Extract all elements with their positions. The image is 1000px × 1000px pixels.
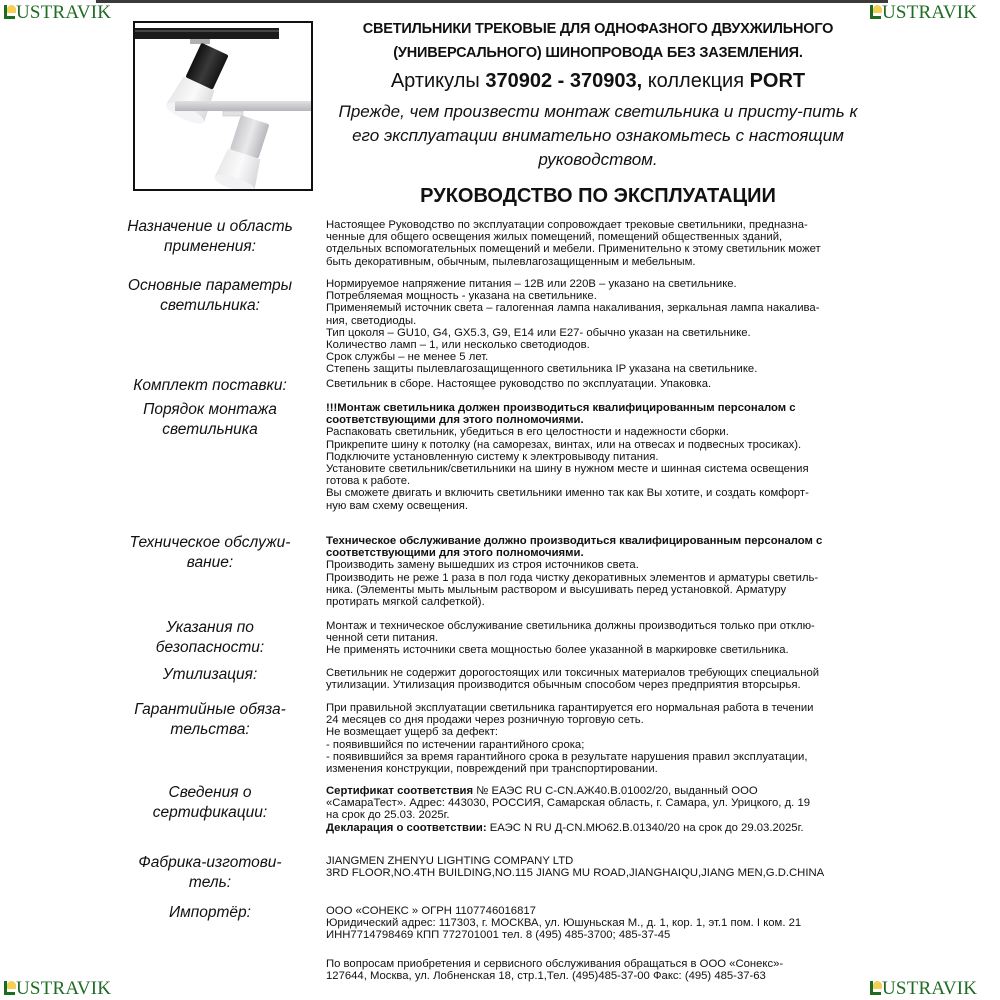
logo-bottom-left: [3, 978, 111, 1000]
text-line: ния, светодиоды.: [326, 314, 417, 327]
text-line: Степень защиты пылевлагозащищенного светильника IP указана на светильнике.: [326, 363, 758, 376]
text-line: отдельных вспомогательных помещений и мебели. Применительно к этому светильник может: [326, 243, 821, 256]
logo-text: USTRAVIK: [16, 2, 112, 23]
intro-note: Прежде, чем произвести монтаж светильника и присту-пить к его эксплуатации внимательно ознакомьтесь с настоящим руководством.: [338, 102, 858, 169]
title-line-2: (УНИВЕРСАЛЬНОГО) ШИНОПРОВОДА БЕЗ ЗАЗЕМЛЕНИЯ.: [393, 45, 803, 61]
text-line: Потребляемая мощность - указана на светильнике.: [326, 290, 597, 303]
track-light-illustration: [135, 23, 311, 189]
text-line: Настоящее Руководство по эксплуатации сопровождает трековые светильники, предназна-: [326, 219, 808, 231]
text-line: ника. (Элементы мыть мыльным раствором и высушивать перед установкой. Арматуру: [326, 583, 787, 596]
section-content: [326, 278, 866, 376]
section-content: [326, 535, 866, 608]
text-line: ИНН7714798469 КПП 772701001 тел. 8 (495) 485-3700; 485-37-45: [326, 929, 671, 942]
text-line: Подключите установленную систему к электровыводу питания.: [326, 450, 659, 463]
section-label: Порядок монтажа светильника: [143, 401, 277, 438]
collection-prefix: коллекция: [642, 70, 750, 92]
text-line: Установите светильник/светильники на шину в нужном месте и шинная система освещения: [326, 463, 809, 476]
text-line: Прикрепите шину к потолку (на саморезах, винтах, или на отвесах и подвесных тросиках).: [326, 438, 802, 451]
text-line: Вы сможете двигать и включить светильники именно так как Вы хотите, и создать комфорт-: [326, 487, 809, 500]
logo-top-right: [869, 2, 977, 24]
section-label: Техническое обслужи-вание:: [129, 534, 291, 571]
text-line: 3RD FLOOR,NO.4TH BUILDING,NO.115 JIANG MU ROAD,JIANGHAIQU,JIANG MEN,G.D.CHINA: [326, 867, 825, 880]
lamp-icon: [869, 980, 882, 995]
section-label: Основные параметры светильника:: [127, 277, 293, 314]
certificate-heading: Сертификат соответствия: [326, 785, 474, 797]
title-line-1: СВЕТИЛЬНИКИ ТРЕКОВЫЕ ДЛЯ ОДНОФАЗНОГО ДВУХЖИЛЬНОГО: [362, 21, 834, 37]
text-line: При правильной эксплуатации светильника гарантируется его нормальная работа в течении: [326, 702, 814, 714]
text-line: ООО «СОНЕКС » ОГРН 1107746016817: [326, 905, 536, 917]
declaration-heading: Декларация о соответствии:: [326, 821, 487, 834]
text-line: Нормируемое напряжение питания – 12В или 220В – указано на светильнике.: [326, 278, 737, 290]
text-line: 127644, Москва, ул. Лобненская 18, стр.1,Тел. (495)485-37-00 Факс: (495) 485-37-63: [326, 969, 766, 982]
section-label: Утилизация:: [162, 666, 258, 683]
section-content: [326, 855, 866, 879]
section-label: Комплект поставки:: [133, 377, 287, 394]
section-label: Назначение и область применения:: [127, 218, 293, 255]
section-label: Указания по безопасности:: [155, 619, 265, 656]
text-line: Не возмещает ущерб за дефект:: [326, 726, 499, 739]
text-line: Количество ламп – 1, или несколько светодиодов.: [326, 339, 590, 352]
article-numbers: 370902 - 370903,: [485, 70, 643, 92]
text-line: изменения конструкции, повреждений при транспортировании.: [326, 763, 658, 776]
text-line: утилизации. Утилизация производится обычным способом через предприятия вторсырья.: [326, 679, 801, 692]
text-line: готова к работе.: [326, 475, 411, 488]
text-line: - появившийся за время гарантийного срока в результате нарушения правил эксплуатации,: [326, 750, 808, 763]
section-content: [326, 702, 866, 775]
logo-text: USTRAVIK: [16, 978, 112, 999]
text-line: JIANGMEN ZHENYU LIGHTING COMPANY LTD: [326, 855, 574, 867]
text-line: Светильник не содержит дорогостоящих или токсичных материалов требующих специальной: [326, 667, 820, 679]
text-line: Применяемый источник света – галогенная лампа накаливания, зеркальная лампа накалива-: [326, 302, 820, 315]
warning-text: Техническое обслуживание должно производиться квалифицированным персоналом с: [326, 535, 823, 547]
text-line: Монтаж и техническое обслуживание светильника должны производиться только при отклю-: [326, 620, 815, 632]
warning-text: соответствующими для этого полномочиями.: [326, 414, 584, 427]
section-content: [326, 219, 866, 268]
text-line: Производить не реже 1 раза в пол года чистку декоративных элементов и арматуры светиль-: [326, 571, 819, 584]
collection-name: PORT: [749, 70, 806, 92]
logo-top-left: [3, 2, 111, 24]
text-line: ченные для общего освещения жилых помещений, помещений общественных зданий,: [326, 231, 783, 244]
certificate-number: № ЕАЭС RU C-CN.АЖ40.В.01002/20, выданный ООО: [473, 785, 758, 797]
text-line: быть декоративным, обычным, пылевлагозащищенным и мебельным.: [326, 255, 696, 268]
section-label: Импортёр:: [169, 904, 251, 921]
text-line: - появившийся по истечении гарантийного срока;: [326, 738, 585, 751]
text-line: ную вам схему освещения.: [326, 499, 469, 512]
section-content: [326, 402, 866, 512]
top-border-bar: [96, 0, 888, 3]
text-line: протирать мягкой салфеткой).: [326, 596, 485, 609]
warning-text: соответствующими для этого полномочиями.: [326, 547, 584, 560]
logo-text: USTRAVIK: [882, 2, 978, 23]
text-line: Тип цоколя – GU10, G4, GX5.3, G9, E14 или E27- обычно указан на светильнике.: [326, 326, 751, 339]
product-image: [133, 21, 313, 191]
text-line: «СамараТест». Адрес: 443030, РОССИЯ, Самарская область, г. Самара, ул. Урицкого, д. 19: [326, 797, 811, 810]
text-line: ченной сети питания.: [326, 632, 439, 645]
section-content: [326, 378, 866, 390]
text-line: Светильник в сборе. Настоящее руководство по эксплуатации. Упаковка.: [326, 378, 712, 390]
section-content: [326, 620, 866, 657]
lamp-icon: [3, 980, 16, 995]
text-line: Юридический адрес: 117303, г. МОСКВА, ул. Юшуньская М., д. 1, кор. 1, эт.1 пом. I ком. 21: [326, 917, 802, 930]
section-content: [326, 785, 866, 834]
declaration-number: ЕАЭС N RU Д-CN.МЮ62.В.01340/20 на срок до 29.03.2025г.: [486, 821, 804, 834]
warning-text: !!!Монтаж светильника должен производиться квалифицированным персоналом с: [326, 402, 796, 414]
text-line: Производить замену вышедших из строя источников света.: [326, 559, 639, 572]
text-line: на срок до 25.03. 2025г.: [326, 809, 450, 822]
section-content: [326, 905, 866, 982]
logo-bottom-right: [869, 978, 977, 1000]
articles-prefix: Артикулы: [390, 70, 486, 92]
section-content: [326, 667, 866, 691]
section-label: Фабрика-изготови-тель:: [138, 854, 282, 891]
document-header: [318, 17, 878, 209]
lamp-icon: [3, 4, 16, 19]
text-line: Распаковать светильник, убедиться в его целостности и надежности сборки.: [326, 426, 729, 439]
articles-line: [318, 67, 878, 95]
section-label: Сведения о сертификации:: [152, 784, 268, 821]
section-label: Гарантийные обяза-тельства:: [134, 701, 286, 738]
manual-title: РУКОВОДСТВО ПО ЭКСПЛУАТАЦИИ: [420, 185, 776, 207]
text-line: 24 месяцев со дня продажи через розничную торговую сеть.: [326, 714, 644, 727]
text-line: По вопросам приобретения и сервисного обслуживания обращаться в ООО «Сонекс»-: [326, 957, 784, 970]
logo-text: USTRAVIK: [882, 978, 978, 999]
text-line: Срок службы – не менее 5 лет.: [326, 351, 489, 364]
text-line: Не применять источники света мощностью более указанной в маркировке светильника.: [326, 644, 789, 657]
